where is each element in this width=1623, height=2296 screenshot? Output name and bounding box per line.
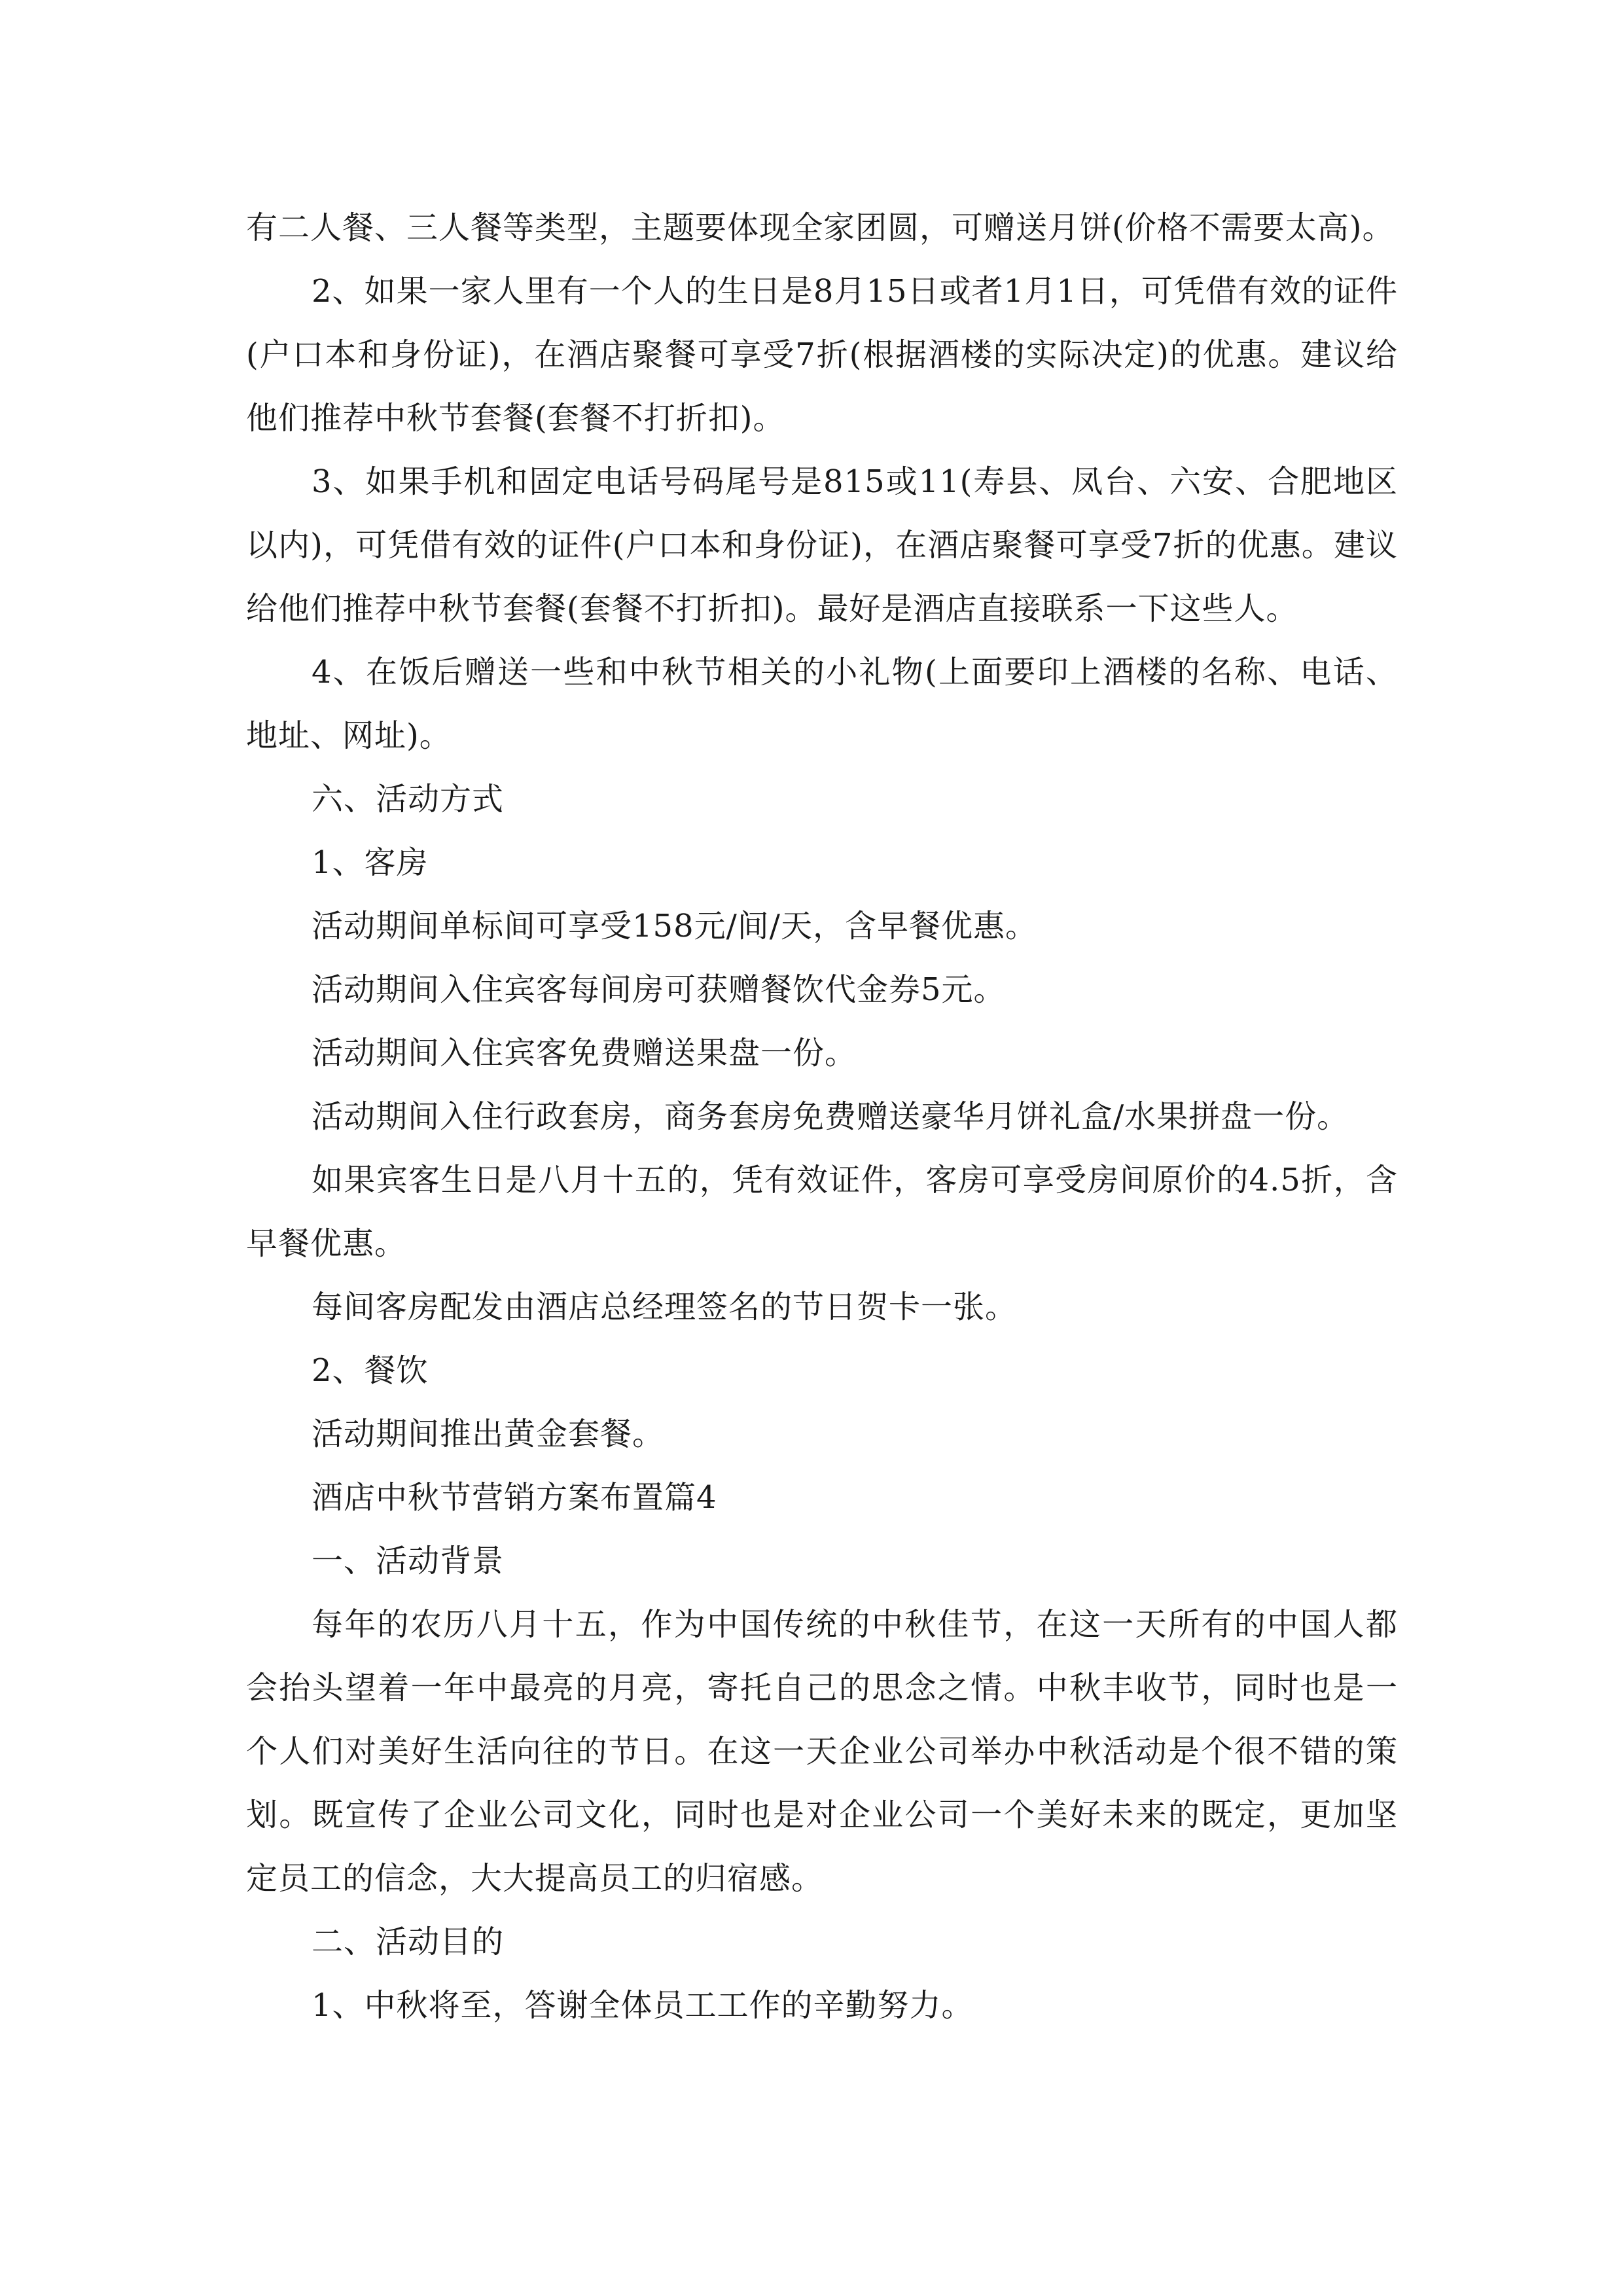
paragraph-gold-set-meal: 活动期间推出黄金套餐。 bbox=[312, 1416, 665, 1452]
heading-purpose: 二、活动目的 bbox=[312, 1924, 505, 1960]
paragraph-greeting-card: 每间客房配发由酒店总经理签名的节日贺卡一张。 bbox=[312, 1289, 1018, 1325]
document-body bbox=[246, 196, 1398, 2037]
heading-dining: 2、餐饮 bbox=[312, 1352, 429, 1389]
paragraph-background: 每年的农历八月十五，作为中国传统的中秋佳节，在这一天所有的中国人都会抬头望着一年中最亮的月亮，寄托自己的思念之情。中秋丰收节，同时也是一个人们对美好生活向往的节日。在这一天企业公司举办中秋活动是个很不错的策划。既宣传了企业公司文化，同时也是对企业公司一个美好未来的既定，更加坚定员工的信念，大大提高员工的归宿感。 bbox=[246, 1606, 1398, 1897]
paragraph-gift: 4、在饭后赠送一些和中秋节相关的小礼物(上面要印上酒楼的名称、电话、地址、网址)。 bbox=[246, 654, 1398, 754]
paragraph-birthday-discount: 2、如果一家人里有一个人的生日是8月15日或者1月1日，可凭借有效的证件(户口本和身份证)，在酒店聚餐可享受7折(根据酒楼的实际决定)的优惠。建议给他们推荐中秋节套餐(套餐不打折扣)。 bbox=[246, 273, 1398, 437]
heading-guest-rooms: 1、客房 bbox=[312, 844, 429, 881]
paragraph-purpose-1: 1、中秋将至，答谢全体员工工作的辛勤努力。 bbox=[312, 1987, 974, 2024]
paragraph-meal-types: 有二人餐、三人餐等类型，主题要体现全家团圆，可赠送月饼(价格不需要太高)。 bbox=[246, 209, 1395, 246]
paragraph-fruit-plate: 活动期间入住宾客免费赠送果盘一份。 bbox=[312, 1035, 857, 1071]
paragraph-voucher: 活动期间入住宾客每间房可获赠餐饮代金券5元。 bbox=[312, 971, 1006, 1008]
paragraph-phone-discount: 3、如果手机和固定电话号码尾号是815或11(寿县、凤台、六安、合肥地区以内)，可凭借有效的证件(户口本和身份证)，在酒店聚餐可享受7折的优惠。建议给他们推荐中秋节套餐(套餐不打折扣)。最好是酒店直接联系一下这些人。 bbox=[246, 463, 1398, 627]
heading-activity-method: 六、活动方式 bbox=[312, 781, 505, 817]
heading-background: 一、活动背景 bbox=[312, 1543, 505, 1579]
paragraph-room-rate: 活动期间单标间可享受158元/间/天，含早餐优惠。 bbox=[312, 908, 1037, 944]
paragraph-room-birthday: 如果宾客生日是八月十五的，凭有效证件，客房可享受房间原价的4.5折，含早餐优惠。 bbox=[246, 1162, 1398, 1262]
paragraph-suite-gift: 活动期间入住行政套房，商务套房免费赠送豪华月饼礼盒/水果拼盘一份。 bbox=[312, 1098, 1349, 1135]
section-title-plan-4: 酒店中秋节营销方案布置篇4 bbox=[312, 1479, 717, 1516]
